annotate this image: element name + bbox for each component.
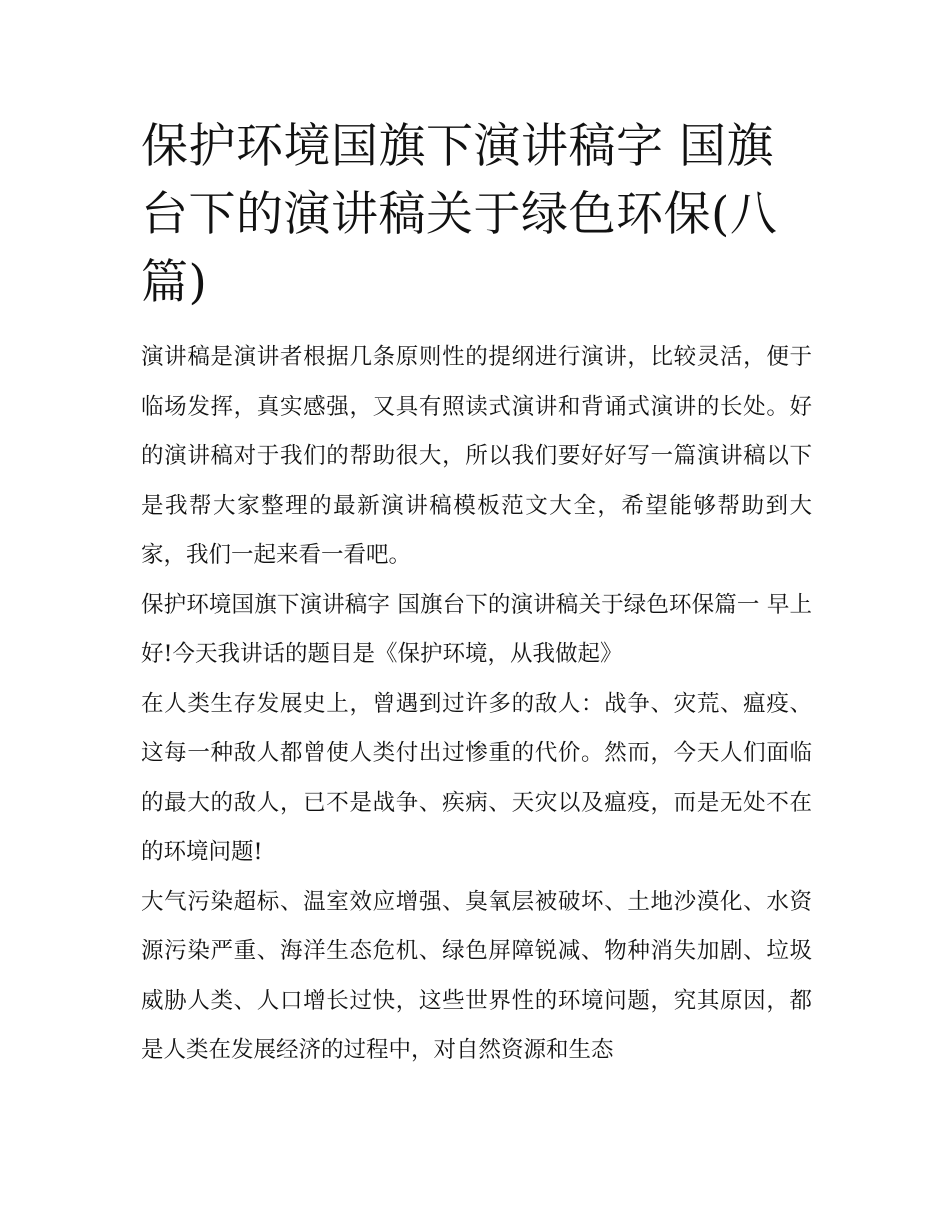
intro-paragraph: 演讲稿是演讲者根据几条原则性的提纲进行演讲，比较灵活，便于临场发挥，真实感强，又具有照读式演讲和背诵式演讲的长处。好的演讲稿对于我们的帮助很大，所以我们要好好写一篇演讲稿以下是我帮大家整理的最新演讲稿模板范文大全，希望能够帮助到大家，我们一起来看一看吧。 bbox=[141, 344, 812, 568]
section-heading-paragraph: 保护环境国旗下演讲稿字 国旗台下的演讲稿关于绿色环保篇一 早上好!今天我讲话的题目是《保护环境，从我做起》 bbox=[141, 591, 812, 667]
body-paragraph-enemies: 在人类生存发展史上，曾遇到过许多的敌人：战争、灾荒、瘟疫、这每一种敌人都曾使人类付出过惨重的代价。然而，今天人们面临的最大的敌人，已不是战争、疾病、天灾以及瘟疫，而是无处不在的环境问题! bbox=[141, 690, 812, 865]
body-paragraph-problems: 大气污染超标、温室效应增强、臭氧层被破坏、土地沙漠化、水资源污染严重、海洋生态危机、绿色屏障锐减、物种消失加剧、垃圾威胁人类、人口增长过快，这些世界性的环境问题，究其原因，都是人类在发展经济的过程中，对自然资源和生态 bbox=[141, 888, 812, 1063]
document-title: 保护环境国旗下演讲稿字 国旗台下的演讲稿关于绿色环保(八篇) bbox=[141, 119, 778, 310]
